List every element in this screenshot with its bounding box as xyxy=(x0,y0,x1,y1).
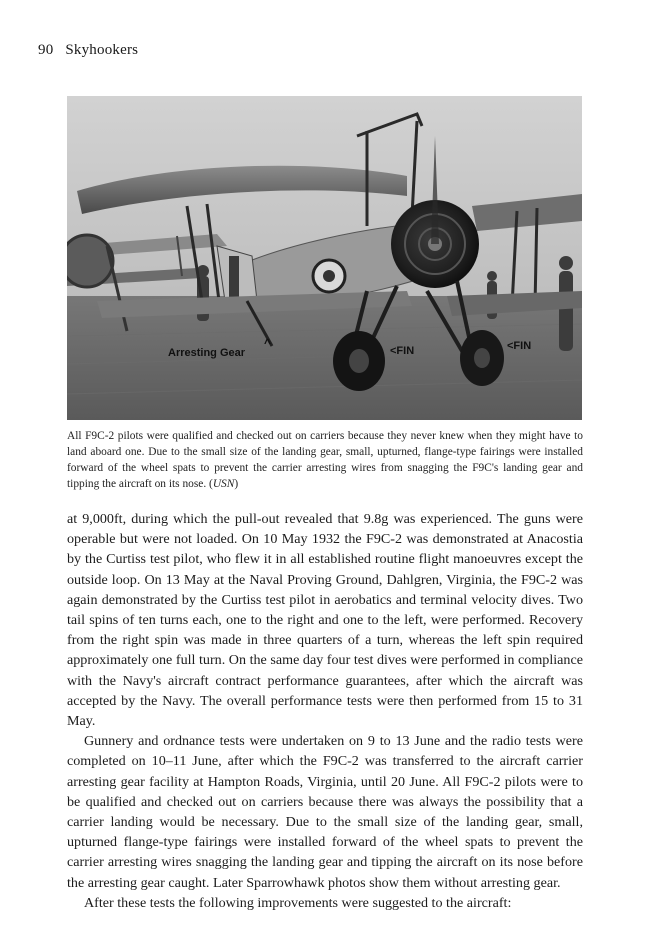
caption-credit: USN xyxy=(212,478,235,490)
caption-text: All F9C-2 pilots were qualified and checked out on carriers because they never knew when they might have to land aboard one. Due to the small size of the landing gear, small, upturned, flange-type fairings were installed forward of the wheel spats to prevent the carrier arresting wires from snagging the F9C's landing gear and tipping the aircraft on its nose. ( xyxy=(67,430,583,490)
body-text xyxy=(67,509,583,913)
photo-caption xyxy=(67,428,583,492)
page-number: 90 xyxy=(38,42,54,58)
fin-label-left: <FIN xyxy=(390,345,415,357)
paragraph: Gunnery and ordnance tests were undertaken on 9 to 13 June and the radio tests were completed on 10–11 June, after which the F9C-2 was transferred to the aircraft carrier arresting gear facility at Hampton Roads, Virginia, until 20 June. All F9C-2 pilots were to be qualified and checked out on carriers because there was always the possibility that a carrier landing would be necessary. Due to the small size of the landing gear, small, upturned flange-type fairings were installed forward of the wheel spats to prevent the carrier arresting wires snagging the landing gear and tipping the aircraft on its nose before the arresting gear caught. Later Sparrowhawk photos show them without arresting gear. xyxy=(67,733,583,891)
left-wheel-hub xyxy=(349,349,369,373)
running-head xyxy=(38,42,138,59)
roundel-center xyxy=(323,270,335,282)
right-wheel-hub xyxy=(474,348,490,368)
arresting-gear-arrow: ^ xyxy=(264,336,272,350)
fin-label-right: <FIN xyxy=(507,340,532,352)
tail-stripe xyxy=(229,256,239,301)
aircraft-photo-illustration xyxy=(67,96,582,420)
book-title: Skyhookers xyxy=(65,42,139,58)
aircraft-photo xyxy=(67,96,582,420)
paragraph: After these tests the following improvements were suggested to the aircraft: xyxy=(84,894,512,911)
arresting-gear-label: Arresting Gear xyxy=(168,347,246,359)
caption-close: ) xyxy=(234,478,239,490)
paragraph: at 9,000ft, during which the pull-out revealed that 9.8g was experienced. The guns were operable but were not loaded. On 10 May 1932 the F9C-2 was demonstrated at Anacostia by the Curtiss test pilot, who flew it in all established routine flight manoeuvres except the outside loop. On 13 May at the Naval Proving Ground, Dahlgren, Virginia, the F9C-2 was again demonstrated by the Curtiss test pilot in aerobatics and terminal velocity dives. Two tail spins of ten turns each, one to the right and one to the left, were performed. Recovery from the right spin was made in three quarters of a turn, whereas the left spin required approximately one full turn. On the same day four test dives were performed in compliance with the Navy's aircraft contract performance guarantees, after which the aircraft was accepted by the Navy. The overall performance tests were then performed from 15 to 31 May. xyxy=(67,511,583,730)
